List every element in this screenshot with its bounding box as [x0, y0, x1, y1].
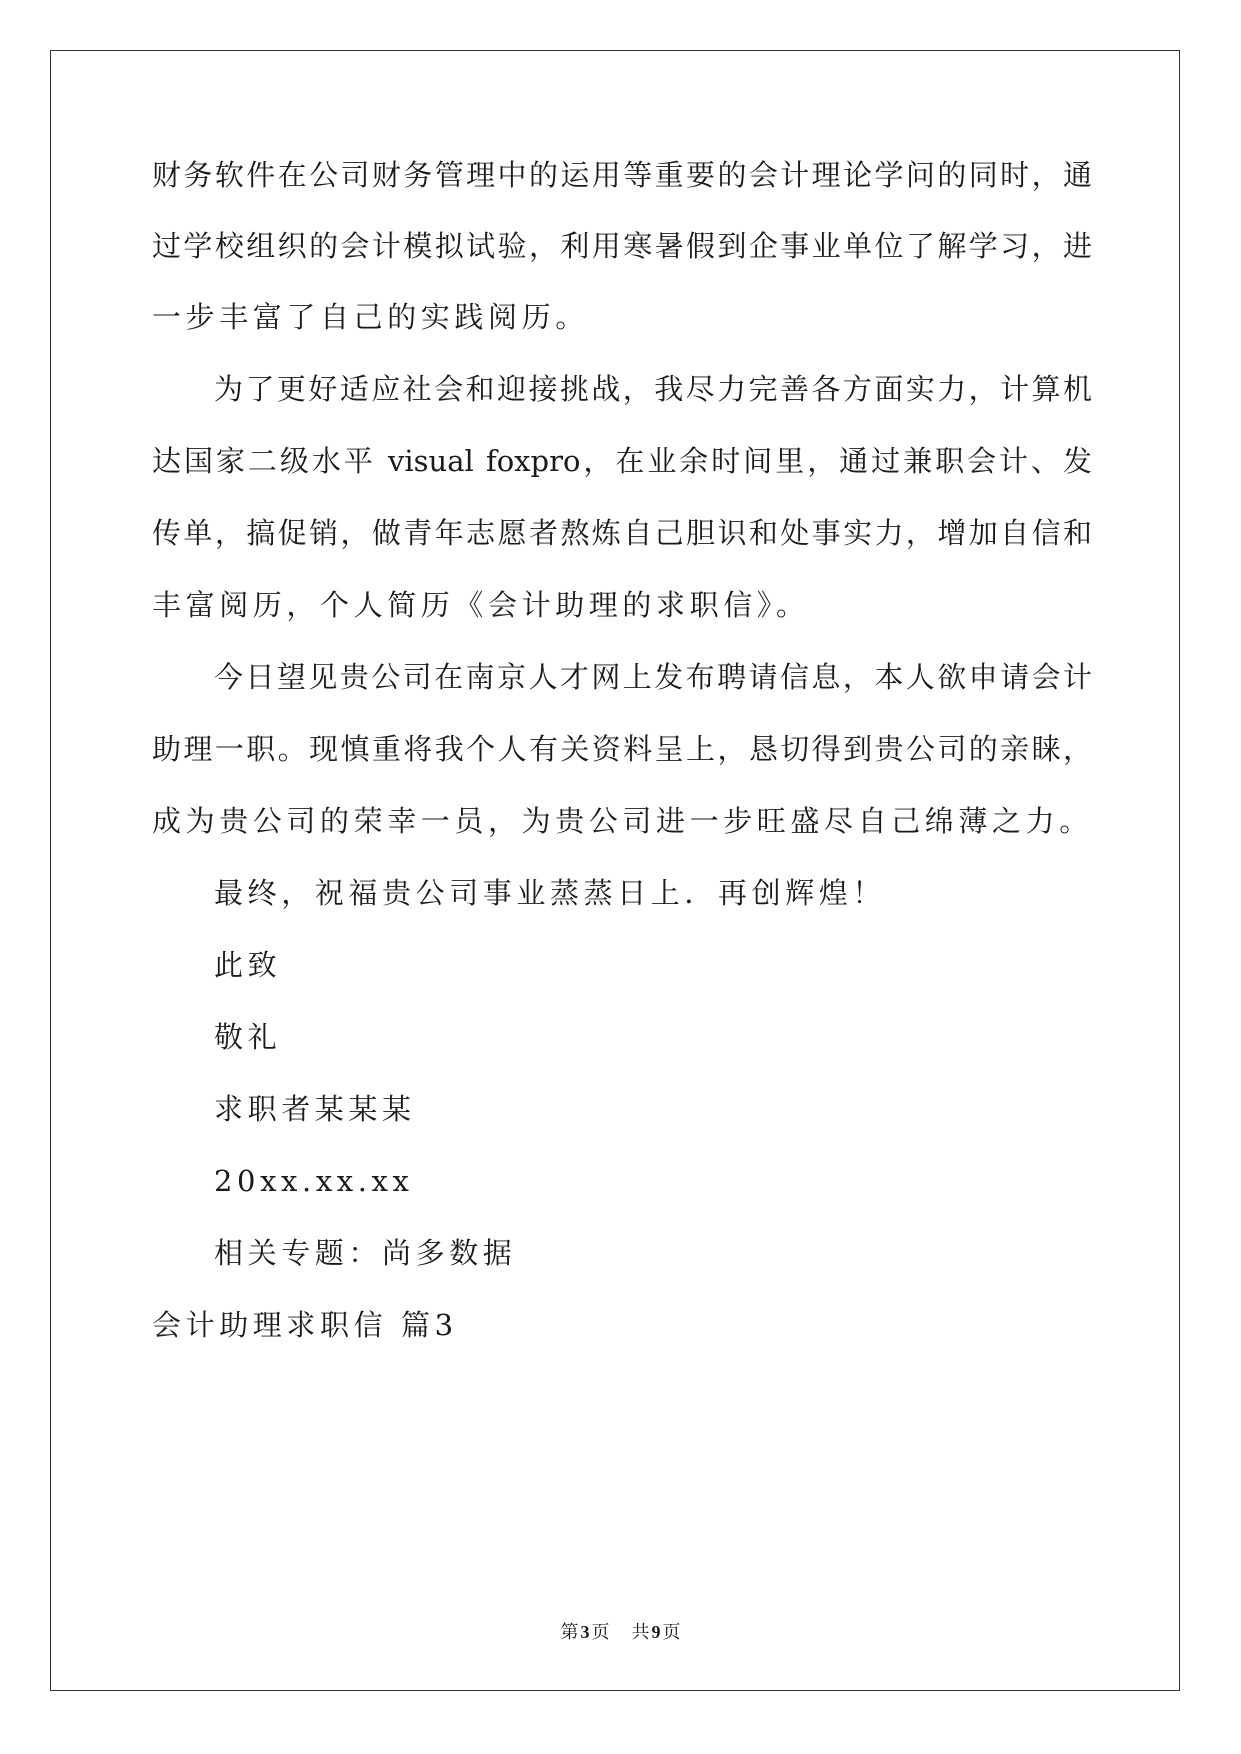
text-line: 传单，搞促销，做青年志愿者熬炼自己胆识和处事实力，增加自信和 [152, 516, 1092, 550]
related-topic: 相关专题：尚多数据 [214, 1236, 517, 1270]
page-prefix: 第 [560, 1622, 579, 1642]
text-line: 最终，祝福贵公司事业蒸蒸日上．再创辉煌！ [214, 876, 887, 910]
text-line: 丰富阅历，个人简历《会计助理的求职信》。 [152, 588, 810, 622]
text-line: 过学校组织的会计模拟试验，利用寒暑假到企事业单位了解学习，进 [152, 229, 1092, 263]
current-page-number: 3 [580, 1622, 590, 1642]
text-line: 助理一职。现慎重将我个人有关资料呈上，恳切得到贵公司的亲睐， [152, 732, 1092, 766]
page-footer [0, 1620, 1241, 1644]
text-line: 为了更好适应社会和迎接挑战，我尽力完善各方面实力，计算机 [214, 372, 1092, 406]
closing-salutation: 此致 [214, 948, 282, 982]
text-line: 一步丰富了自己的实践阅历。 [152, 300, 589, 334]
page-suffix: 页 [591, 1622, 610, 1642]
total-page-number: 9 [651, 1622, 661, 1642]
total-suffix: 页 [662, 1622, 681, 1642]
closing-regards: 敬礼 [214, 1020, 282, 1054]
text-line: 今日望见贵公司在南京人才网上发布聘请信息，本人欲申请会计 [214, 660, 1092, 694]
total-prefix: 共 [631, 1622, 650, 1642]
text-line: 成为贵公司的荣幸一员，为贵公司进一步旺盛尽自己绵薄之力。 [152, 804, 1093, 838]
text-line: 财务软件在公司财务管理中的运用等重要的会计理论学问的同时，通 [152, 158, 1092, 192]
text-line: 达国家二级水平 visual foxpro，在业余时间里，通过兼职会计、发 [152, 444, 1092, 478]
section-heading: 会计助理求职信 篇3 [152, 1308, 458, 1342]
date: 20xx.xx.xx [214, 1164, 414, 1198]
signature: 求职者某某某 [214, 1092, 416, 1126]
